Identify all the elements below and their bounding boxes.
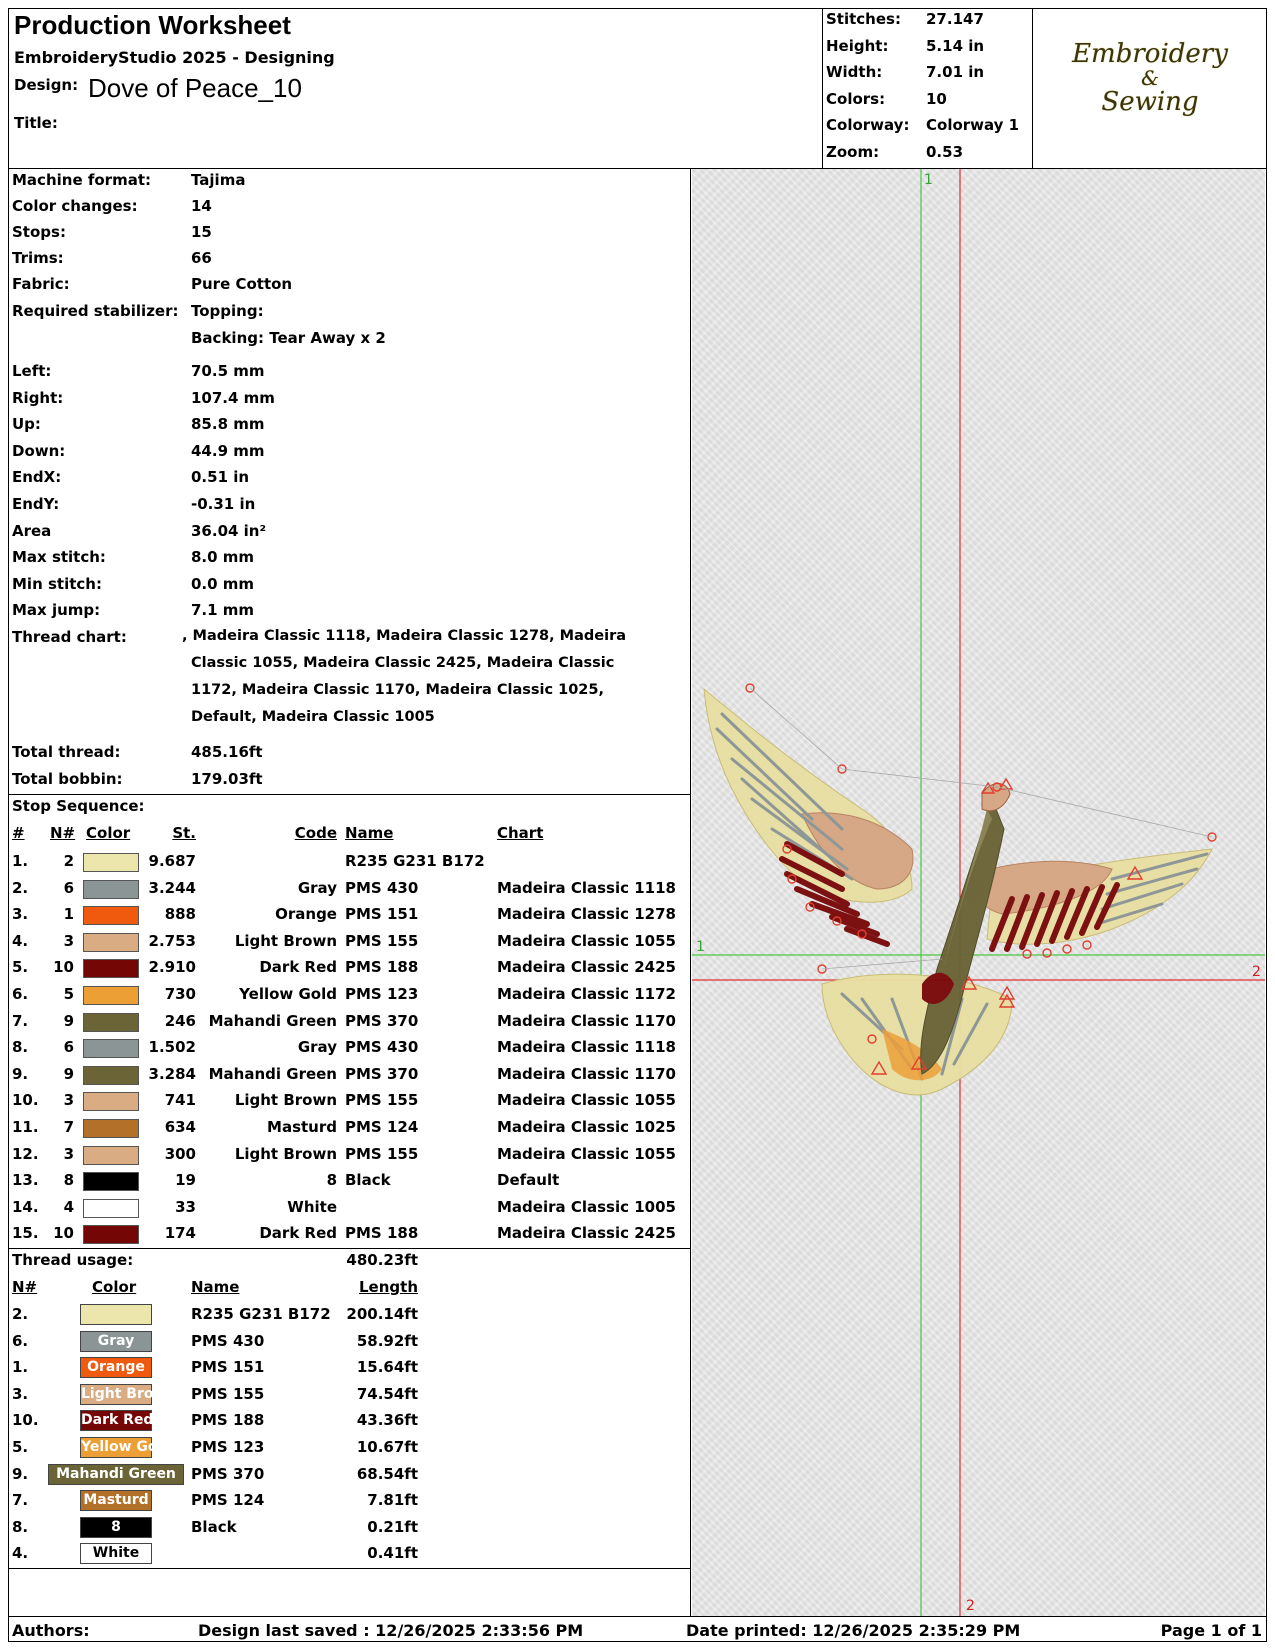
thread-chart-line: Classic 1055, Madeira Classic 2425, Madeira Classic xyxy=(191,655,615,671)
stop-row-needle: 6 xyxy=(63,1038,74,1057)
footer-page-number: Page 1 of 1 xyxy=(1160,1621,1262,1640)
stop-row-stitches: 33 xyxy=(175,1197,196,1216)
spec-label: Stops: xyxy=(12,223,66,241)
stop-row-color-swatch xyxy=(83,853,139,872)
stop-row-name: PMS 124 xyxy=(345,1118,419,1136)
stop-row-num: 4. xyxy=(12,931,29,950)
spec-label: Area xyxy=(12,522,52,540)
usage-row-needle: 2. xyxy=(12,1305,29,1323)
usage-row-needle: 9. xyxy=(12,1464,29,1483)
stop-row-needle: 8 xyxy=(63,1171,74,1190)
stop-row-color-swatch xyxy=(83,1199,139,1218)
usage-row-color-swatch xyxy=(80,1304,152,1325)
stop-row-num: 15. xyxy=(12,1224,39,1243)
stop-row-name: R235 G231 B172 xyxy=(345,852,485,870)
stop-row-stitches: 9.687 xyxy=(148,852,196,870)
stop-sequence-bottom-rule xyxy=(8,1248,690,1249)
stop-row-chart: Madeira Classic 2425 xyxy=(497,1224,676,1243)
usage-row-needle: 1. xyxy=(12,1358,29,1377)
usage-row-needle: 7. xyxy=(12,1491,29,1510)
spec-label: Color changes: xyxy=(12,197,138,215)
stop-row-needle: 2 xyxy=(63,852,74,870)
stop-row-name: PMS 430 xyxy=(345,1038,419,1057)
title-label: Title: xyxy=(14,114,58,132)
stop-row-needle: 1 xyxy=(63,905,74,924)
stop-row-needle: 9 xyxy=(63,1011,74,1030)
usage-row-length: 200.14ft xyxy=(346,1305,418,1323)
spec-label: Fabric: xyxy=(12,275,70,293)
stop-row-num: 3. xyxy=(12,905,29,924)
guide-label-v-top: 1 xyxy=(924,172,933,188)
stop-row-chart: Madeira Classic 1055 xyxy=(497,1144,676,1163)
thread-chart-line: 1172, Madeira Classic 1170, Madeira Classic 1025, xyxy=(191,682,604,698)
stop-row-color-swatch xyxy=(83,1092,139,1111)
spec-label: Required stabilizer: xyxy=(12,302,179,320)
summary-value: 10 xyxy=(926,90,947,108)
stop-row-needle: 9 xyxy=(63,1064,74,1083)
stop-row-code: Light Brown xyxy=(234,1091,337,1110)
usage-row-name: PMS 370 xyxy=(191,1464,265,1483)
stop-row-stitches: 888 xyxy=(164,905,196,924)
summary-label: Height: xyxy=(826,37,889,55)
stop-row-color-swatch xyxy=(83,906,139,925)
usage-bottom-rule xyxy=(8,1568,690,1569)
stop-row-num: 13. xyxy=(12,1171,39,1190)
stop-row-num: 2. xyxy=(12,878,29,897)
footer-date-printed: Date printed: 12/26/2025 2:35:29 PM xyxy=(686,1621,1021,1640)
design-preview[interactable] xyxy=(692,169,1265,1616)
spec-label: Up: xyxy=(12,415,41,433)
summary-label: Zoom: xyxy=(826,143,880,161)
usage-row-name: R235 G231 B172 xyxy=(191,1305,331,1323)
spec-label: Max jump: xyxy=(12,601,101,619)
spec-value: 36.04 in² xyxy=(191,522,267,540)
usage-row-color-swatch: Gray xyxy=(80,1331,152,1352)
spec-label: Min stitch: xyxy=(12,575,102,593)
stop-row-num: 1. xyxy=(12,852,29,870)
col-header-code: Code xyxy=(294,824,337,842)
usage-row-name: Black xyxy=(191,1517,237,1536)
stop-row-num: 14. xyxy=(12,1197,39,1216)
summary-value: Colorway 1 xyxy=(926,116,1020,134)
stop-row-stitches: 19 xyxy=(175,1171,196,1190)
stop-row-needle: 4 xyxy=(63,1197,74,1216)
stop-row-num: 6. xyxy=(12,985,29,1003)
usage-col-length: Length xyxy=(359,1278,418,1296)
spec-value: 107.4 mm xyxy=(191,389,275,407)
stop-row-name: PMS 155 xyxy=(345,1091,419,1110)
usage-row-length: 10.67ft xyxy=(356,1438,418,1456)
thread-usage-total: 480.23ft xyxy=(346,1251,418,1269)
stop-row-code: Dark Red xyxy=(259,1224,337,1243)
spec-label: Max stitch: xyxy=(12,548,106,566)
spec-value: Tajima xyxy=(191,171,246,189)
usage-row-color-swatch: White xyxy=(80,1543,152,1564)
stop-row-chart: Madeira Classic 1278 xyxy=(497,905,676,924)
usage-col-needle: N# xyxy=(12,1278,38,1296)
stop-row-needle: 10 xyxy=(53,958,74,977)
usage-row-color-swatch: Masturd xyxy=(80,1490,152,1511)
stop-row-num: 7. xyxy=(12,1011,29,1030)
stop-row-chart: Madeira Classic 2425 xyxy=(497,958,676,977)
header-divider-2 xyxy=(1032,8,1033,168)
logo-line: Embroidery xyxy=(1072,39,1228,69)
stop-row-stitches: 730 xyxy=(164,985,196,1003)
design-preview-canvas xyxy=(692,169,1265,1616)
head xyxy=(982,783,1010,810)
usage-row-length: 68.54ft xyxy=(356,1464,418,1483)
summary-label: Stitches: xyxy=(826,10,901,28)
summary-value: 27.147 xyxy=(926,10,984,28)
col-header-color: Color xyxy=(86,824,131,842)
stop-row-needle: 10 xyxy=(53,1224,74,1243)
usage-row-needle: 5. xyxy=(12,1438,29,1456)
total-value: 179.03ft xyxy=(191,770,263,788)
spec-value: 85.8 mm xyxy=(191,415,265,433)
logo-line: & xyxy=(1141,66,1159,90)
design-name: Dove of Peace_10 xyxy=(88,73,302,103)
summary-value: 7.01 in xyxy=(926,63,985,81)
stop-row-code: Yellow Gold xyxy=(239,985,337,1003)
stop-row-name: PMS 188 xyxy=(345,958,419,977)
usage-row-length: 43.36ft xyxy=(356,1411,418,1430)
stop-row-chart: Default xyxy=(497,1171,560,1190)
stop-row-name: PMS 123 xyxy=(345,985,419,1003)
stop-row-name: PMS 370 xyxy=(345,1064,419,1083)
usage-col-color: Color xyxy=(92,1278,137,1296)
usage-row-length: 0.21ft xyxy=(367,1517,418,1536)
usage-row-length: 58.92ft xyxy=(356,1331,418,1350)
spec-label: Left: xyxy=(12,362,52,380)
stop-row-color-swatch xyxy=(83,933,139,952)
spec-value: -0.31 in xyxy=(191,495,256,513)
col-header-name: Name xyxy=(345,824,394,842)
thread-chart-line: , Madeira Classic 1118, Madeira Classic 1278, Madeira xyxy=(182,628,627,644)
usage-row-length: 15.64ft xyxy=(356,1358,418,1377)
stop-row-code: Masturd xyxy=(267,1118,337,1136)
usage-row-needle: 8. xyxy=(12,1517,29,1536)
summary-label: Width: xyxy=(826,63,883,81)
usage-row-color-swatch: Light Brown xyxy=(80,1384,152,1405)
stop-row-name: Black xyxy=(345,1171,391,1190)
spec-label: Right: xyxy=(12,389,64,407)
usage-row-length: 7.81ft xyxy=(367,1491,418,1510)
usage-row-name: PMS 430 xyxy=(191,1331,265,1350)
stop-row-color-swatch xyxy=(83,986,139,1005)
spec-value: 66 xyxy=(191,249,212,267)
spec-value: 7.1 mm xyxy=(191,601,255,619)
stop-row-num: 9. xyxy=(12,1064,29,1083)
usage-row-needle: 4. xyxy=(12,1544,29,1563)
stop-row-name: PMS 430 xyxy=(345,878,419,897)
stop-row-chart: Madeira Classic 1118 xyxy=(497,1038,676,1057)
spec-label: EndY: xyxy=(12,495,60,513)
usage-row-color-swatch: 8 xyxy=(80,1517,152,1538)
stop-row-stitches: 3.244 xyxy=(148,878,196,897)
thread-usage-title: Thread usage: xyxy=(12,1251,134,1269)
footer-authors: Authors: xyxy=(12,1621,90,1640)
stop-row-needle: 3 xyxy=(63,1144,74,1163)
design-label: Design: xyxy=(14,76,79,94)
worksheet-title: Production Worksheet xyxy=(14,10,291,40)
stop-row-stitches: 300 xyxy=(164,1144,196,1163)
total-label: Total bobbin: xyxy=(12,770,123,788)
usage-row-color-swatch: Yellow Gold xyxy=(80,1437,152,1458)
stop-row-chart: Madeira Classic 1118 xyxy=(497,878,676,897)
usage-row-name: PMS 151 xyxy=(191,1358,265,1377)
stop-row-stitches: 741 xyxy=(164,1091,196,1110)
stop-row-color-swatch xyxy=(83,1172,139,1191)
spec-value: 8.0 mm xyxy=(191,548,255,566)
stop-row-num: 5. xyxy=(12,958,29,977)
spec-label: Down: xyxy=(12,442,66,460)
stop-row-chart: Madeira Classic 1172 xyxy=(497,985,676,1003)
stop-row-needle: 3 xyxy=(63,1091,74,1110)
summary-label: Colorway: xyxy=(826,116,910,134)
col-header-needle: N# xyxy=(50,824,76,842)
stop-row-code: Dark Red xyxy=(259,958,337,977)
stop-row-stitches: 2.910 xyxy=(148,958,196,977)
usage-row-name: PMS 155 xyxy=(191,1384,265,1403)
spec-value: Topping: xyxy=(191,302,264,320)
stop-row-code: Light Brown xyxy=(234,931,337,950)
usage-row-needle: 3. xyxy=(12,1384,29,1403)
summary-value: 0.53 xyxy=(926,143,964,161)
stop-row-num: 12. xyxy=(12,1144,39,1163)
col-header-stitches: St. xyxy=(172,824,196,842)
guide-label-h-right: 2 xyxy=(1252,964,1261,980)
stop-row-name: PMS 151 xyxy=(345,905,419,924)
stop-row-code: Orange xyxy=(275,905,337,924)
spec-value: 44.9 mm xyxy=(191,442,265,460)
thread-chart-label: Thread chart: xyxy=(12,628,127,646)
thread-chart-line: Default, Madeira Classic 1005 xyxy=(191,709,435,725)
column-divider xyxy=(690,168,691,1616)
stop-row-chart: Madeira Classic 1170 xyxy=(497,1011,676,1030)
stop-row-code: White xyxy=(287,1197,337,1216)
stop-row-stitches: 2.753 xyxy=(148,931,196,950)
specs-bottom-rule xyxy=(8,794,690,795)
spec-value: 0.51 in xyxy=(191,468,250,486)
usage-row-color-swatch: Mahandi Green xyxy=(48,1464,184,1485)
stop-row-num: 10. xyxy=(12,1091,39,1110)
stop-row-color-swatch xyxy=(83,1066,139,1085)
spec-value: 70.5 mm xyxy=(191,362,265,380)
stop-row-stitches: 174 xyxy=(164,1224,196,1243)
total-value: 485.16ft xyxy=(191,743,263,761)
stop-row-chart: Madeira Classic 1055 xyxy=(497,931,676,950)
total-label: Total thread: xyxy=(12,743,121,761)
stop-row-color-swatch xyxy=(83,1039,139,1058)
usage-row-name: PMS 124 xyxy=(191,1491,265,1510)
stop-sequence-title: Stop Sequence: xyxy=(12,797,145,815)
stop-row-chart: Madeira Classic 1005 xyxy=(497,1197,676,1216)
stop-row-code: Mahandi Green xyxy=(208,1064,337,1083)
spec-value: 15 xyxy=(191,223,212,241)
stop-row-num: 11. xyxy=(12,1118,39,1136)
usage-row-needle: 6. xyxy=(12,1331,29,1350)
usage-row-length: 0.41ft xyxy=(367,1544,418,1563)
stop-row-stitches: 1.502 xyxy=(148,1038,196,1057)
stop-row-stitches: 634 xyxy=(164,1118,196,1136)
stop-row-color-swatch xyxy=(83,959,139,978)
stop-row-chart: Madeira Classic 1025 xyxy=(497,1118,676,1136)
usage-row-needle: 10. xyxy=(12,1411,39,1430)
summary-label: Colors: xyxy=(826,90,886,108)
usage-row-length: 74.54ft xyxy=(356,1384,418,1403)
stop-row-code: Light Brown xyxy=(234,1144,337,1163)
stop-row-color-swatch xyxy=(83,880,139,899)
stop-row-code: Gray xyxy=(297,878,337,897)
stop-row-name: PMS 370 xyxy=(345,1011,419,1030)
stop-row-code: Gray xyxy=(297,1038,337,1057)
spec-value: Pure Cotton xyxy=(191,275,293,293)
software-name: EmbroideryStudio 2025 - Designing xyxy=(14,48,335,67)
spec-value: Backing: Tear Away x 2 xyxy=(191,329,386,347)
col-header-chart: Chart xyxy=(497,824,544,842)
stop-row-color-swatch xyxy=(83,1119,139,1138)
stop-row-name: PMS 155 xyxy=(345,1144,419,1163)
stop-row-needle: 6 xyxy=(63,878,74,897)
stop-row-name: PMS 188 xyxy=(345,1224,419,1243)
stop-row-code: Mahandi Green xyxy=(208,1011,337,1030)
usage-row-color-swatch: Dark Red xyxy=(80,1410,152,1431)
col-header-num: # xyxy=(12,824,25,842)
stop-row-chart: Madeira Classic 1170 xyxy=(497,1064,676,1083)
usage-row-color-swatch: Orange xyxy=(80,1357,152,1378)
spec-label: EndX: xyxy=(12,468,62,486)
stop-row-color-swatch xyxy=(83,1225,139,1244)
stop-row-stitches: 3.284 xyxy=(148,1064,196,1083)
guide-label-h-left: 1 xyxy=(696,939,705,955)
spec-value: 0.0 mm xyxy=(191,575,255,593)
stop-row-name: PMS 155 xyxy=(345,931,419,950)
usage-row-name: PMS 188 xyxy=(191,1411,265,1430)
footer-last-saved: Design last saved : 12/26/2025 2:33:56 PM xyxy=(198,1621,584,1640)
usage-row-name: PMS 123 xyxy=(191,1438,265,1456)
stop-row-chart: Madeira Classic 1055 xyxy=(497,1091,676,1110)
stop-row-num: 8. xyxy=(12,1038,29,1057)
stop-row-code: 8 xyxy=(326,1171,337,1190)
stop-row-needle: 5 xyxy=(63,985,74,1003)
guide-label-v-bottom: 2 xyxy=(966,1598,975,1614)
footer-top-rule xyxy=(8,1616,1267,1617)
stop-row-stitches: 246 xyxy=(164,1011,196,1030)
usage-col-name: Name xyxy=(191,1278,240,1296)
spec-label: Machine format: xyxy=(12,171,151,189)
logo-line: Sewing xyxy=(1101,87,1199,117)
brand-logo xyxy=(1040,40,1260,116)
header-divider-1 xyxy=(822,8,823,168)
stop-row-needle: 7 xyxy=(63,1118,74,1136)
stop-row-needle: 3 xyxy=(63,931,74,950)
spec-label: Trims: xyxy=(12,249,64,267)
summary-value: 5.14 in xyxy=(926,37,985,55)
spec-value: 14 xyxy=(191,197,212,215)
stop-row-color-swatch xyxy=(83,1013,139,1032)
stop-row-color-swatch xyxy=(83,1146,139,1165)
